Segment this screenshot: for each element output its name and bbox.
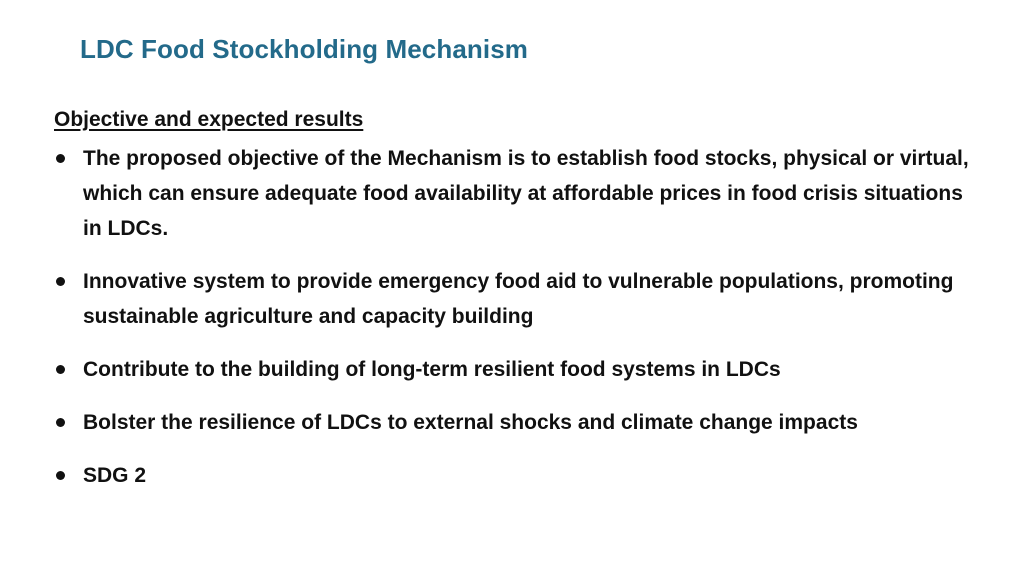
bullet-text: Bolster the resilience of LDCs to external shocks and climate change impacts: [83, 411, 858, 434]
bullet-text: Innovative system to provide emergency food aid to vulnerable populations, promoting sustainable agriculture and capacity building: [83, 270, 954, 328]
bullet-dot-icon: [56, 277, 65, 286]
bullet-text: Contribute to the building of long-term resilient food systems in LDCs: [83, 358, 781, 381]
bullet-dot-icon: [56, 418, 65, 427]
bullet-item: [54, 458, 984, 493]
bullet-dot-icon: [56, 471, 65, 480]
bullet-item: [54, 141, 984, 246]
bullet-text: SDG 2: [83, 464, 147, 487]
bullet-item: [54, 352, 984, 387]
bullet-item: [54, 264, 984, 334]
bullet-dot-icon: [56, 154, 65, 163]
bullet-text: The proposed objective of the Mechanism is to establish food stocks, physical or virtual, which can ensure adequate food availability at affordable prices in food crisis situations in LDCs.: [83, 147, 969, 240]
section-heading: Objective and expected results: [54, 108, 364, 131]
bullet-list: [54, 141, 984, 493]
bullet-item: [54, 405, 984, 440]
slide-title: LDC Food Stockholding Mechanism: [80, 34, 528, 64]
bullet-dot-icon: [56, 365, 65, 374]
